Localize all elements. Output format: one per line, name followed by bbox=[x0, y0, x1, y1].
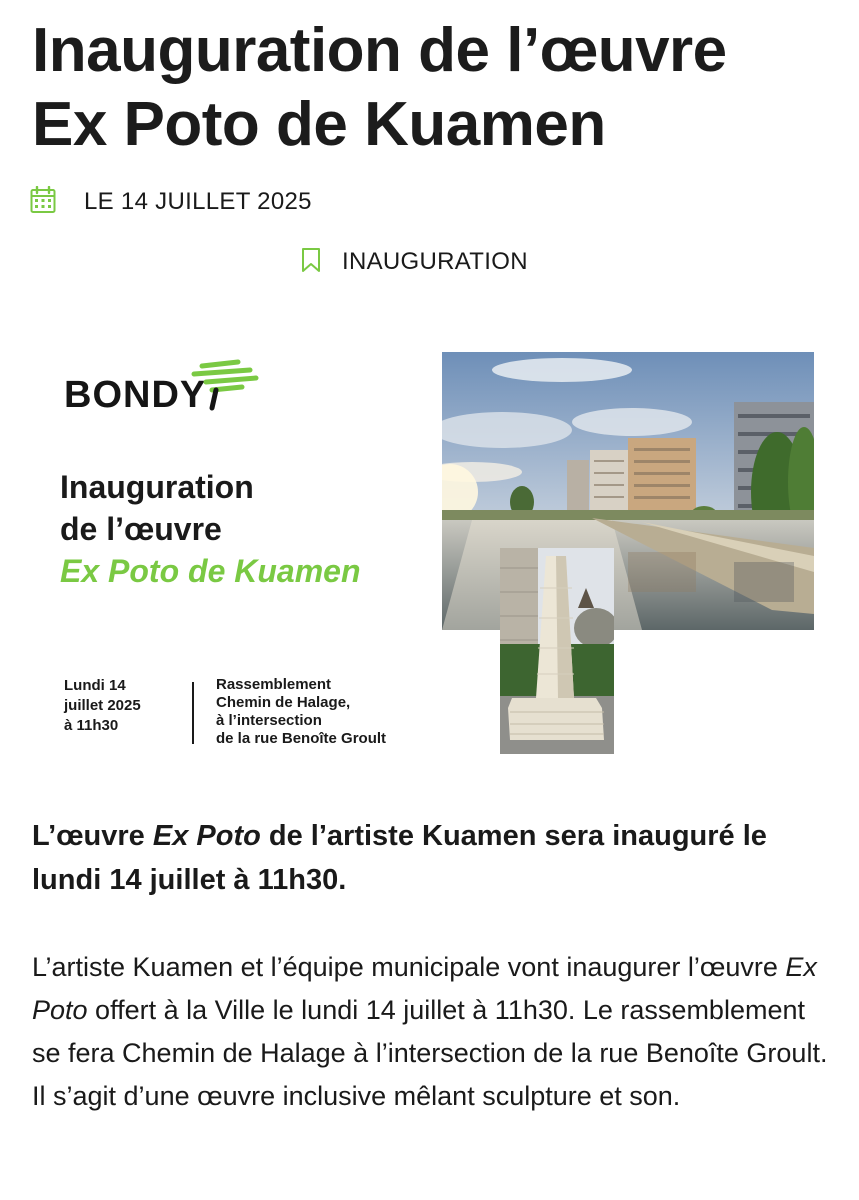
body-text-1: L’artiste Kuamen et l’équipe municipale vont inaugurer l’œuvre bbox=[32, 952, 786, 982]
poster-heading-line-1: Inauguration bbox=[60, 469, 254, 505]
body-text-2: offert à la Ville le lundi 14 juillet à 11h30. Le rassemblement se fera Chemin de Halage à l’intersection de la rue Benoîte Groult. Il s’agit d’une œuvre inclusive mêlant sculpture et son. bbox=[32, 995, 828, 1111]
event-poster bbox=[32, 342, 822, 762]
calendar-icon bbox=[30, 186, 56, 219]
canal-photo bbox=[442, 352, 814, 630]
bondy-logo bbox=[64, 352, 244, 422]
poster-place bbox=[216, 676, 456, 748]
poster-divider bbox=[192, 682, 194, 744]
poster-heading bbox=[60, 466, 440, 592]
article-lead bbox=[32, 814, 822, 902]
title-line-1: Inauguration de l’œuvre bbox=[32, 16, 727, 85]
sculpture-photo bbox=[500, 548, 614, 754]
poster-heading-line-3: Ex Poto de Kuamen bbox=[60, 553, 361, 589]
title-line-2: Ex Poto de Kuamen bbox=[32, 90, 606, 159]
lead-text-2: de l’artiste Kuamen sera inauguré le lundi 14 juillet à 11h30. bbox=[32, 820, 767, 896]
page-title bbox=[32, 14, 852, 162]
poster-date-line-2: juillet 2025 bbox=[64, 697, 141, 714]
date-label: LE 14 JUILLET 2025 bbox=[84, 188, 312, 215]
poster-date-line-1: Lundi 14 bbox=[64, 677, 126, 694]
bookmark-icon bbox=[300, 246, 322, 279]
lead-artwork-name: Ex Poto bbox=[152, 820, 261, 852]
category-label[interactable]: INAUGURATION bbox=[342, 248, 528, 275]
article-date bbox=[30, 184, 312, 220]
poster-place-line-4: de la rue Benoîte Groult bbox=[216, 730, 387, 747]
poster-place-line-1: Rassemblement bbox=[216, 676, 332, 693]
body-artwork-name: Ex Poto bbox=[32, 952, 817, 1025]
tree-logo-icon bbox=[172, 352, 262, 412]
lead-text-1: L’œuvre bbox=[32, 820, 153, 852]
logo-text: BONDY bbox=[64, 374, 207, 416]
article-body bbox=[32, 946, 832, 1118]
article-category[interactable] bbox=[300, 244, 528, 280]
poster-place-line-3: à l’intersection bbox=[216, 712, 322, 729]
poster-date-line-3: à 11h30 bbox=[64, 717, 119, 734]
poster-date bbox=[64, 676, 194, 736]
poster-place-line-2: Chemin de Halage, bbox=[216, 694, 351, 711]
poster-heading-line-2: de l’œuvre bbox=[60, 511, 222, 547]
